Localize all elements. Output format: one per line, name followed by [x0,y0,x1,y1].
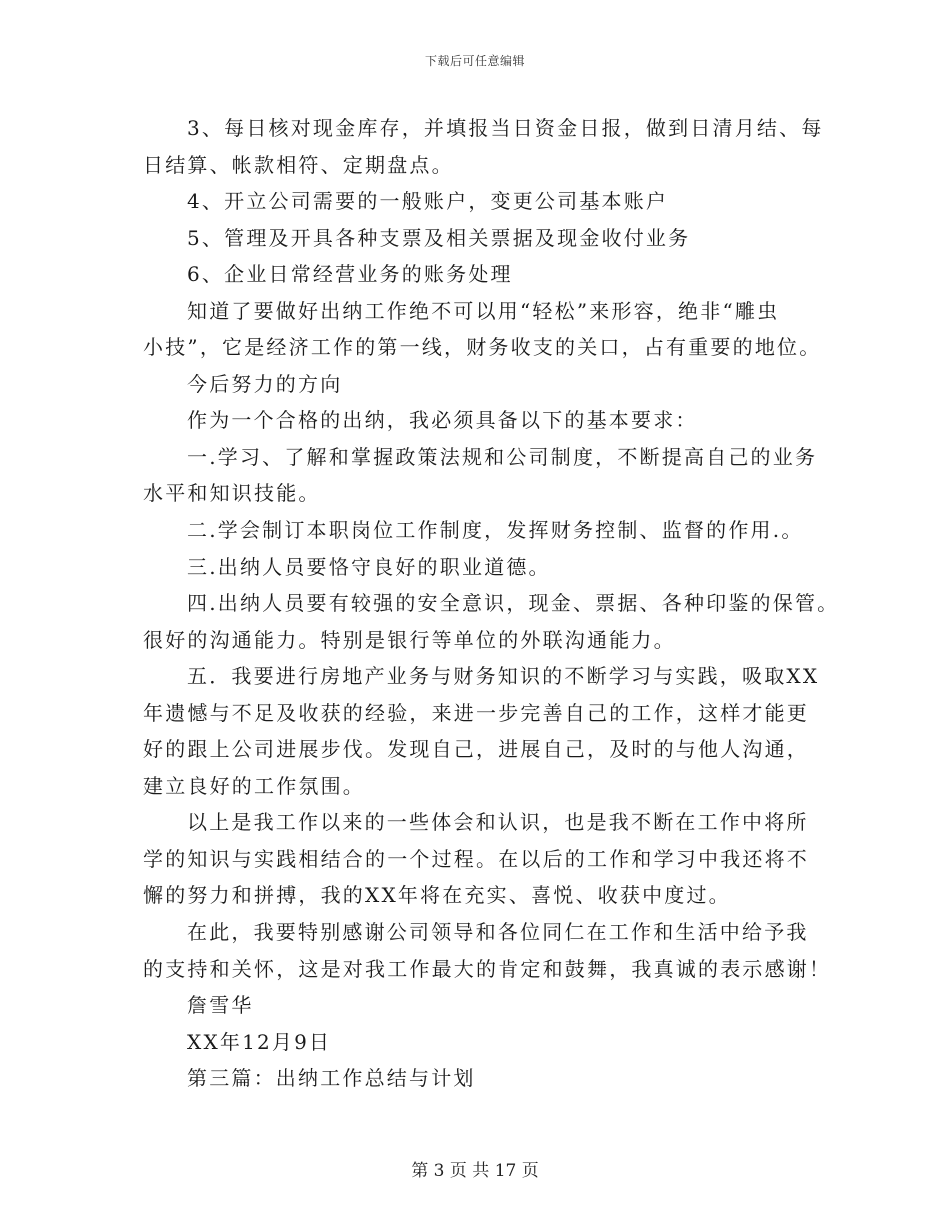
paragraph-line-19: 建立良好的工作氛围。 [143,773,365,798]
paragraph-line-22: 懈的努力和拼搏，我的XX年将在充实、喜悦、收获中度过。 [143,883,731,908]
paragraph-line-16: 五．我要进行房地产业务与财务知识的不断学习与实践，吸取XX [187,664,820,689]
paragraph-line-14: 四.出纳人员要有较强的安全意识，现金、票据、各种印鉴的保管。 [187,591,840,616]
page-number-label: 第 3 页 共 17 页 [411,1161,539,1181]
section-heading-future-direction: 今后努力的方向 [187,371,343,396]
paragraph-line-1: 3、每日核对现金库存，并填报当日资金日报，做到日清月结、每 [187,116,824,140]
document-body [143,110,843,1097]
paragraph-line-9: 作为一个合格的出纳，我必须具备以下的基本要求： [187,408,698,433]
paragraph-line-17: 年遗憾与不足及收获的经验，来进一步完善自己的工作，这样才能更 [143,700,809,725]
paragraph-line-23: 在此，我要特别感谢公司领导和各位同仁在工作和生活中给予我 [187,920,809,945]
paragraph-line-12: 二.学会制订本职岗位工作制度，发挥财务控制、监督的作用.。 [187,518,804,543]
paragraph-line-7: 小技”，它是经济工作的第一线，财务收支的关口，占有重要的地位。 [143,335,822,360]
paragraph-line-11: 水平和知识技能。 [143,481,321,506]
paragraph-line-13: 三.出纳人员要恪守良好的职业道德。 [187,554,551,579]
paragraph-line-6: 知道了要做好出纳工作绝不可以用“轻松”来形容，绝非“雕虫 [187,298,780,323]
page-header-note: 下载后可任意编辑 [424,54,525,68]
next-section-title: 第三篇：出纳工作总结与计划 [187,1066,476,1091]
paragraph-line-20: 以上是我工作以来的一些体会和认识，也是我不断在工作中将所 [187,810,809,835]
paragraph-line-18: 好的跟上公司进展步伐。发现自己，进展自己，及时的与他人沟通， [143,737,809,762]
paragraph-line-24: 的支持和关怀，这是对我工作最大的肯定和鼓舞，我真诚的表示感谢！ [143,956,832,981]
paragraph-line-21: 学的知识与实践相结合的一个过程。在以后的工作和学习中我还将不 [143,846,809,871]
paragraph-line-4: 5、管理及开具各种支票及相关票据及现金收付业务 [187,225,691,250]
paragraph-line-10: 一.学习、了解和掌握政策法规和公司制度，不断提高自己的业务 [187,444,818,469]
page-number-footer [0,1156,950,1181]
signature-date: XX年12月9日 [187,1029,332,1054]
paragraph-line-2: 日结算、帐款相符、定期盘点。 [143,152,454,177]
paragraph-line-15: 很好的沟通能力。特别是银行等单位的外联沟通能力。 [143,627,676,652]
paragraph-line-3: 4、开立公司需要的一般账户，变更公司基本账户 [187,189,669,214]
paragraph-line-5: 6、企业日常经营业务的账务处理 [187,262,513,287]
signature-name: 詹雪华 [187,993,254,1018]
